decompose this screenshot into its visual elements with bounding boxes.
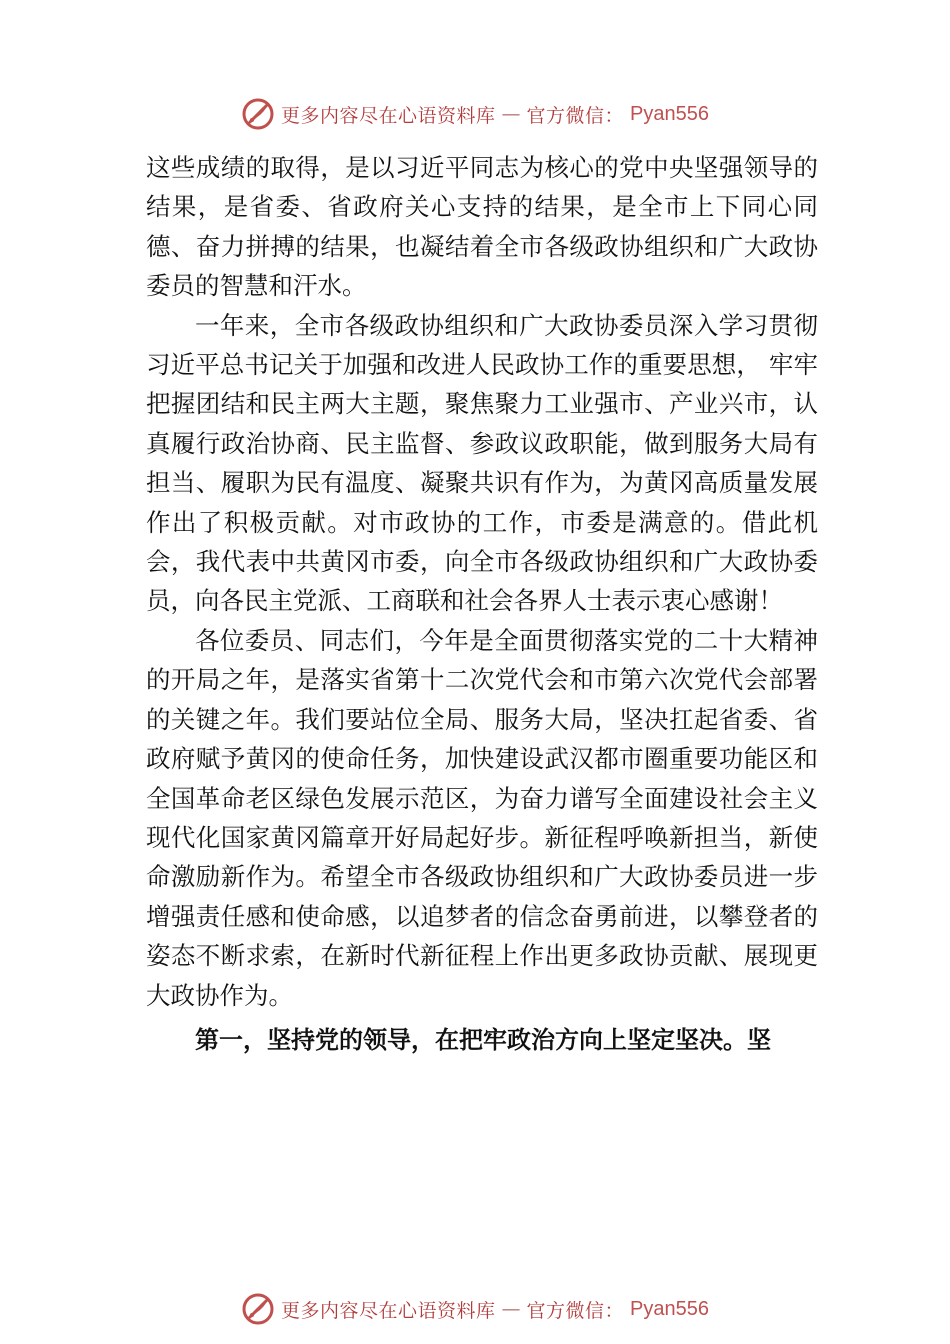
document-body bbox=[146, 148, 818, 1060]
header-banner bbox=[0, 94, 950, 134]
footer-wechat-id: Pyan556 bbox=[630, 1297, 709, 1320]
quill-seal-icon bbox=[241, 97, 275, 131]
header-slogan: 更多内容尽在心语资料库 bbox=[281, 104, 496, 127]
header-wechat-label: 官方微信： bbox=[526, 104, 625, 127]
footer-wechat-label: 官方微信： bbox=[526, 1299, 625, 1322]
footer-separator: — bbox=[501, 1298, 521, 1320]
footer-banner bbox=[0, 1289, 950, 1329]
footer-slogan: 更多内容尽在心语资料库 bbox=[281, 1299, 496, 1322]
header-separator: — bbox=[501, 103, 521, 125]
paragraph-1: 这些成绩的取得，是以习近平同志为核心的党中央坚强领导的结果，是省委、省政府关心支持的结果，是全市上下同心同德、奋力拼搏的结果，也凝结着全市各级政协组织和广大政协委员的智慧和汗水。 bbox=[146, 153, 818, 301]
quill-seal-icon bbox=[241, 1292, 275, 1326]
section-heading-1: 第一，坚持党的领导，在把牢政治方向上坚定坚决。坚 bbox=[195, 1025, 771, 1054]
header-wechat-id: Pyan556 bbox=[630, 102, 709, 125]
paragraph-2: 一年来，全市各级政协组织和广大政协委员深入学习贯彻习近平总书记关于加强和改进人民政协工作的重要思想， 牢牢把握团结和民主两大主题，聚焦聚力工业强市、产业兴市，认真履行政治协商、民主监督、参政议政职能，做到服务大局有担当、履职为民有温度、凝聚共识有作为，为黄冈高质量发展作出了积极贡献。对市政协的工作，市委是满意的。借此机会，我代表中共黄冈市委，向全市各级政协组织和广大政协委员，向各民主党派、工商联和社会各界人士表示衷心感谢！ bbox=[146, 310, 818, 616]
paragraph-3: 各位委员、同志们，今年是全面贯彻落实党的二十大精神的开局之年，是落实省第十二次党代会和市第六次党代会部署的关键之年。我们要站位全局、服务大局，坚决扛起省委、省政府赋予黄冈的使命任务，加快建设武汉都市圈重要功能区和全国革命老区绿色发展示范区，为奋力谱写全面建设社会主义现代化国家黄冈篇章开好局起好步。新征程呼唤新担当，新使命激励新作为。希望全市各级政协组织和广大政协委员进一步增强责任感和使命感，以追梦者的信念奋勇前进，以攀登者的姿态不断求索，在新时代新征程上作出更多政协贡献、展现更大政协作为。 bbox=[146, 625, 818, 1010]
